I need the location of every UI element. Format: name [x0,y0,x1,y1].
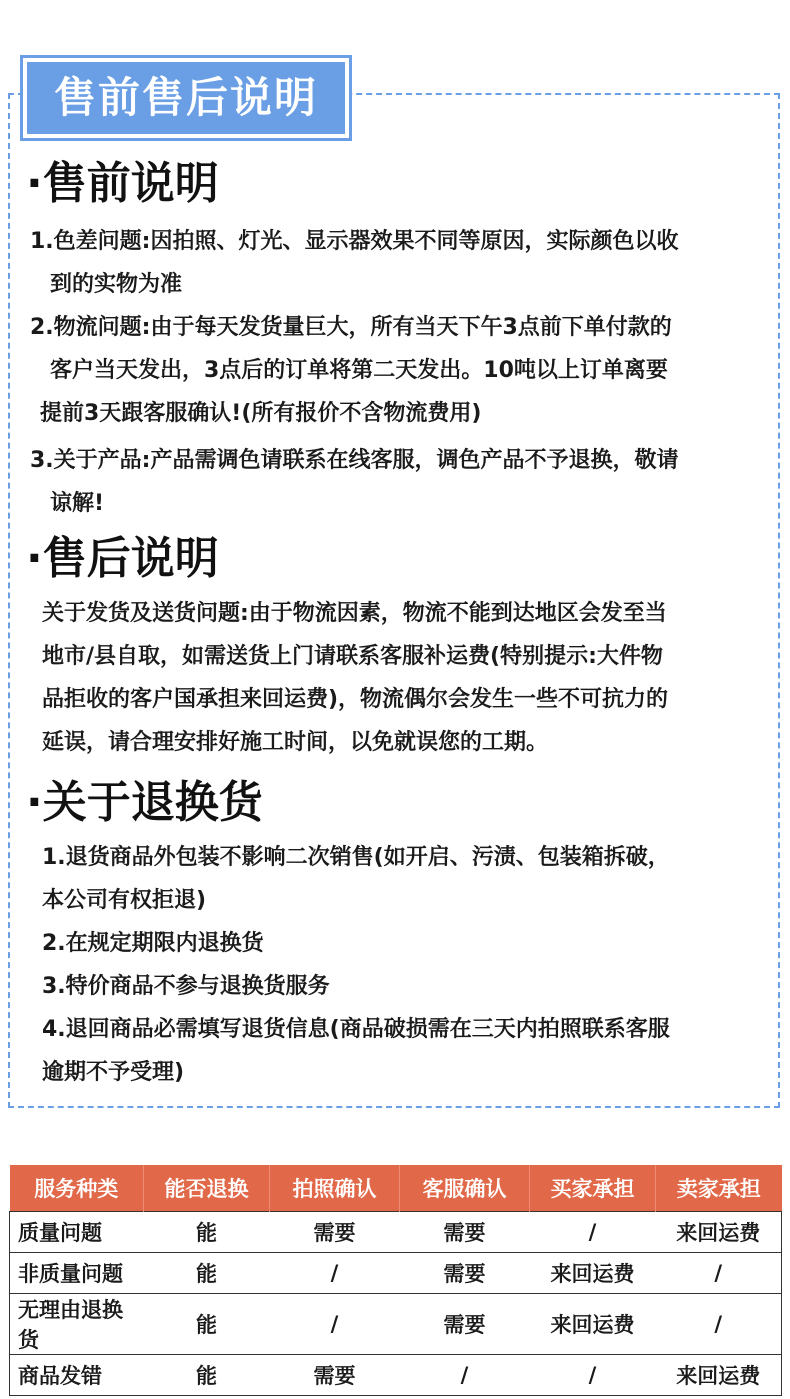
presale-item-2-line-2: 客户当天发出，3点后的订单将第二天发出。10吨以上订单离要 [50,358,668,383]
returns-line-1: 1.退货商品外包装不影响二次销售(如开启、污渍、包装箱拆破， [42,845,670,870]
presale-item-2 [30,306,672,435]
presale-item-1 [30,220,678,306]
table-cell: 来回运费 [530,1253,656,1294]
table-cell: 需要 [270,1355,400,1396]
table-header-row [10,1165,782,1212]
aftersale-line-2: 地市/县自取，如需送货上门请联系客服补运费(特别提示:大件物 [42,644,663,669]
table-cell: 需要 [400,1294,530,1355]
page-title: 售前售后说明 [27,62,345,134]
table-cell: / [656,1294,782,1355]
presale-heading: ·售前说明 [26,158,219,209]
header-seller-pays: 卖家承担 [656,1165,782,1212]
aftersale-line-4: 延误，请合理安排好施工时间，以免就误您的工期。 [42,730,549,755]
table-cell: 商品发错 [10,1355,144,1396]
aftersale-paragraph [42,592,668,764]
table-cell: 质量问题 [10,1212,144,1253]
title-tab [20,55,352,141]
presale-item-3 [30,439,678,525]
table-cell: / [656,1253,782,1294]
aftersale-line-1: 关于发货及送货问题:由于物流因素，物流不能到达地区会发至当 [42,601,667,626]
table-cell: 需要 [400,1253,530,1294]
aftersale-line-3: 品拒收的客户国承担来回运费)，物流偶尔会发生一些不可抗力的 [42,687,669,712]
table-cell: / [530,1212,656,1253]
header-buyer-pays: 买家承担 [530,1165,656,1212]
table-cell: 非质量问题 [10,1253,144,1294]
presale-item-2-line-1: 2.物流问题:由于每天发货量巨大，所有当天下午3点前下单付款的 [30,315,672,340]
table-cell: 能 [144,1253,270,1294]
table-cell: 能 [144,1355,270,1396]
table-cell: 来回运费 [530,1294,656,1355]
table-cell: / [400,1355,530,1396]
table-cell: 来回运费 [656,1355,782,1396]
returns-line-6: 逾期不予受理) [42,1060,185,1085]
presale-item-3-line-1: 3.关于产品:产品需调色请联系在线客服，调色产品不予退换，敬请 [30,448,679,473]
aftersale-heading: ·售后说明 [26,533,219,584]
table-row [10,1355,782,1396]
table-cell: 无理由退换货 [10,1294,144,1355]
returns-line-2: 本公司有权拒退) [42,888,207,913]
returns-heading: ·关于退换货 [26,777,263,828]
returns-line-5: 4.退回商品必需填写退货信息(商品破损需在三天内拍照联系客服 [42,1017,670,1042]
header-returnable: 能否退换 [144,1165,270,1212]
table-cell: / [270,1294,400,1355]
table-cell: 需要 [400,1212,530,1253]
header-support-confirm: 客服确认 [400,1165,530,1212]
header-photo-confirm: 拍照确认 [270,1165,400,1212]
service-table [9,1165,782,1396]
table-cell: / [270,1253,400,1294]
returns-line-3: 2.在规定期限内退换货 [42,931,264,956]
table-cell: 需要 [270,1212,400,1253]
table-cell: / [530,1355,656,1396]
table-row [10,1212,782,1253]
table-cell: 来回运费 [656,1212,782,1253]
table-cell: 能 [144,1294,270,1355]
table-row [10,1294,782,1355]
presale-item-1-line-2: 到的实物为准 [50,272,183,297]
table-cell: 能 [144,1212,270,1253]
returns-line-4: 3.特价商品不参与退换货服务 [42,974,330,999]
presale-item-3-line-2: 谅解! [50,491,105,516]
presale-item-1-line-1: 1.色差问题:因拍照、灯光、显示器效果不同等原因，实际颜色以收 [30,229,679,254]
presale-item-2-line-3: 提前3天跟客服确认!(所有报价不含物流费用) [40,401,482,426]
returns-list [42,836,670,1094]
table-row [10,1253,782,1294]
header-service-type: 服务种类 [10,1165,144,1212]
